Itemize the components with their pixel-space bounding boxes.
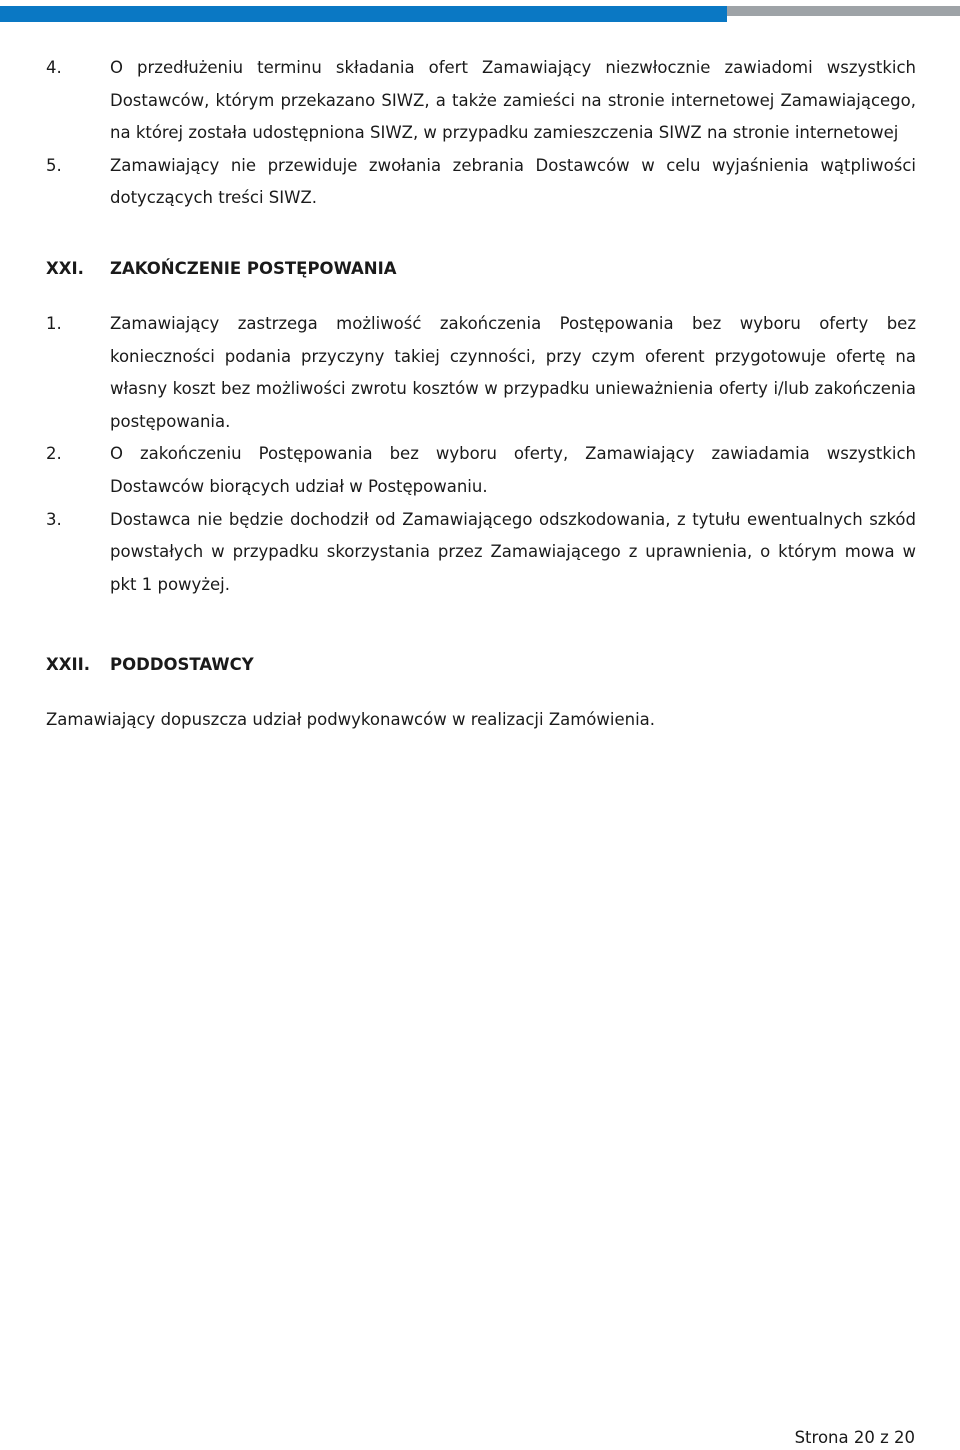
section-title: PODDOSTAWCY [110, 655, 254, 675]
section-number: XXI. [46, 258, 84, 278]
section-heading-xxii [46, 653, 916, 677]
list-item-text: O przedłużeniu terminu składania ofert Zamawiający niezwłocznie zawiadomi wszystkich Dostawców, którym przekazano SIWZ, a także zamieści na stronie internetowej Zamawiającego, na której została udostępniona SIWZ, w przypadku zamieszczenia SIWZ na stronie internetowej [110, 58, 916, 143]
list-item [46, 52, 916, 150]
header-bar [0, 6, 960, 22]
list-item-text: Zamawiający nie przewiduje zwołania zebrania Dostawców w celu wyjaśnienia wątpliwości dotyczących treści SIWZ. [110, 155, 916, 208]
list-item-number: 4. [46, 58, 62, 77]
section-xxi-list [46, 308, 916, 601]
section-title: ZAKOŃCZENIE POSTĘPOWANIA [110, 258, 397, 278]
header-bar-blue [0, 6, 727, 22]
list-item [46, 438, 916, 503]
section-number: XXII. [46, 655, 90, 675]
section-heading-xxi [46, 257, 916, 281]
list-item-number: 5. [46, 155, 62, 175]
list-item-text: Dostawca nie będzie dochodził od Zamawiającego odszkodowania, z tytułu ewentualnych szkód powstałych w przypadku skorzystania przez Zamawiającego z uprawnienia, o którym mowa w pkt 1 powyżej. [110, 509, 916, 594]
header-bar-gray [727, 6, 960, 16]
section-xxii-paragraph: Zamawiający dopuszcza udział podwykonawców w realizacji Zamówienia. [46, 710, 656, 730]
list-item-text: Zamawiający zastrzega możliwość zakończenia Postępowania bez wyboru oferty bez konieczności podania przyczyny takiej czynności, przy czym oferent przygotowuje ofertę na własny koszt bez możliwości zwrotu kosztów w przypadku unieważnienia oferty i/lub zakończenia postępowania. [110, 313, 916, 431]
list-item-text: O zakończeniu Postępowania bez wyboru oferty, Zamawiający zawiadamia wszystkich Dostawców biorących udział w Postępowaniu. [110, 444, 916, 496]
list-item [46, 150, 916, 215]
list-item [46, 504, 916, 602]
list-item-number: 1. [46, 313, 62, 333]
document-body [46, 52, 916, 732]
list-item-number: 2. [46, 444, 62, 464]
list-item-number: 3. [46, 509, 62, 529]
list-item [46, 308, 916, 438]
page-number: Strona 20 z 20 [794, 1428, 915, 1447]
